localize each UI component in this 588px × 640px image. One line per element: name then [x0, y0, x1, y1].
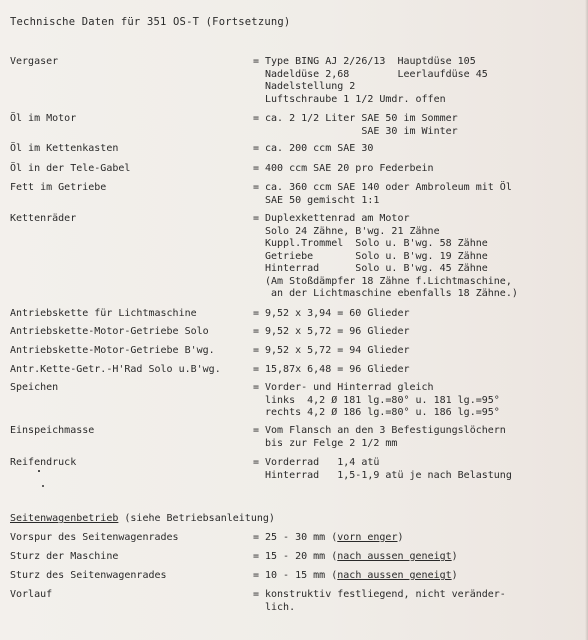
equals-sign: = — [253, 56, 260, 67]
scan-speck — [38, 470, 40, 472]
spec-note: nach aussen geneigt — [337, 570, 452, 581]
spec-value: SAE 30 im Winter — [265, 125, 458, 137]
spec-label: Antr.Kette-Getr.-H'Rad Solo u.B'wg. — [10, 364, 221, 375]
spec-amount: 10 - 15 mm — [265, 570, 326, 581]
spec-label: Öl in der Tele-Gabel — [10, 163, 131, 174]
spec-value: Type BING AJ 2/26/13 Hauptdüse 105 — [265, 56, 476, 67]
equals-sign: = — [253, 326, 260, 337]
equals-sign: = — [253, 308, 260, 319]
spec-value: 25 - 30 mm (vorn enger) — [265, 532, 404, 543]
spec-value: (Am Stoßdämpfer 18 Zähne f.Lichtmaschine, — [265, 275, 512, 287]
spec-label: Speichen — [10, 382, 59, 393]
spec-value: lich. — [265, 601, 296, 613]
spec-value: Vorderrad 1,4 atü — [265, 457, 380, 468]
spec-value: SAE 50 gemischt 1:1 — [265, 194, 380, 206]
equals-sign: = — [253, 425, 260, 436]
scan-speck — [42, 485, 44, 487]
spec-value: Getriebe Solo u. B'wg. 19 Zähne — [265, 250, 488, 262]
spec-label: Vorlauf — [10, 589, 53, 600]
section-title: Seitenwagenbetrieb — [10, 513, 119, 524]
spec-value: ca. 360 ccm SAE 140 oder Ambroleum mit Öl — [265, 182, 512, 193]
equals-sign: = — [253, 589, 260, 600]
spec-value: 15,87x 6,48 = 96 Glieder — [265, 364, 410, 375]
section-heading — [10, 513, 275, 524]
spec-value: Vom Flansch an den 3 Befestigungslöchern — [265, 425, 506, 436]
equals-sign: = — [253, 382, 260, 393]
spec-value: links 4,2 Ø 181 lg.=80° u. 181 lg.=95° — [265, 394, 500, 406]
spec-value: 9,52 x 5,72 = 94 Glieder — [265, 345, 410, 356]
spec-label: Öl im Kettenkasten — [10, 143, 119, 154]
spec-value: bis zur Felge 2 1/2 mm — [265, 437, 398, 449]
spec-value: konstruktiv festliegend, nicht veränder- — [265, 589, 506, 600]
equals-sign: = — [253, 551, 260, 562]
spec-label: Einspeichmasse — [10, 425, 95, 436]
spec-value: Solo 24 Zähne, B'wg. 21 Zähne — [265, 225, 440, 237]
spec-value: Kuppl.Trommel Solo u. B'wg. 58 Zähne — [265, 238, 488, 249]
spec-value: Vorder- und Hinterrad gleich — [265, 382, 434, 393]
spec-value: ca. 2 1/2 Liter SAE 50 im Sommer — [265, 113, 458, 124]
spec-note: nach aussen geneigt — [337, 551, 452, 562]
equals-sign: = — [253, 532, 260, 543]
equals-sign: = — [253, 143, 260, 154]
spec-value: 15 - 20 mm (nach aussen geneigt) — [265, 551, 458, 562]
spec-label: Kettenräder — [10, 213, 77, 224]
spec-label: Sturz des Seitenwagenrades — [10, 570, 167, 581]
equals-sign: = — [253, 457, 260, 468]
spec-value: Hinterrad 1,5-1,9 atü je nach Belastung — [265, 469, 512, 481]
equals-sign: = — [253, 364, 260, 375]
equals-sign: = — [253, 163, 260, 174]
spec-value: Duplexkettenrad am Motor — [265, 213, 410, 224]
spec-label: Antriebskette-Motor-Getriebe Solo — [10, 326, 209, 337]
equals-sign: = — [253, 345, 260, 356]
spec-value: 9,52 x 3,94 = 60 Glieder — [265, 308, 410, 319]
spec-value: 9,52 x 5,72 = 96 Glieder — [265, 326, 410, 337]
spec-label: Antriebskette für Lichtmaschine — [10, 308, 197, 319]
equals-sign: = — [253, 570, 260, 581]
spec-label: Antriebskette-Motor-Getriebe B'wg. — [10, 345, 215, 356]
spec-label: Vergaser — [10, 56, 59, 67]
spec-label: Reifendruck — [10, 457, 77, 468]
spec-label: Fett im Getriebe — [10, 182, 107, 193]
spec-value: rechts 4,2 Ø 186 lg.=80° u. 186 lg.=95° — [265, 407, 500, 418]
equals-sign: = — [253, 213, 260, 224]
equals-sign: = — [253, 113, 260, 124]
spec-value: an der Lichtmaschine ebenfalls 18 Zähne.) — [265, 288, 518, 299]
spec-value: Nadelstellung 2 — [265, 81, 356, 92]
spec-value: 400 ccm SAE 20 pro Federbein — [265, 163, 434, 174]
spec-amount: 15 - 20 mm — [265, 551, 326, 562]
page-title: Technische Daten für 351 OS-T (Fortsetzung) — [10, 16, 291, 28]
spec-value: Hinterrad Solo u. B'wg. 45 Zähne — [265, 263, 488, 274]
section-note: (siehe Betriebsanleitung) — [118, 513, 275, 524]
equals-sign: = — [253, 182, 260, 193]
spec-value: ca. 200 ccm SAE 30 — [265, 143, 374, 154]
spec-label: Öl im Motor — [10, 113, 77, 124]
spec-label: Sturz der Maschine — [10, 551, 119, 562]
spec-value: Luftschraube 1 1/2 Umdr. offen — [265, 93, 446, 105]
spec-label: Vorspur des Seitenwagenrades — [10, 532, 179, 543]
spec-note: vorn enger — [337, 532, 398, 543]
spec-amount: 25 - 30 mm — [265, 532, 326, 543]
spec-value: Nadeldüse 2,68 Leerlaufdüse 45 — [265, 68, 488, 80]
spec-value: 10 - 15 mm (nach aussen geneigt) — [265, 570, 458, 581]
